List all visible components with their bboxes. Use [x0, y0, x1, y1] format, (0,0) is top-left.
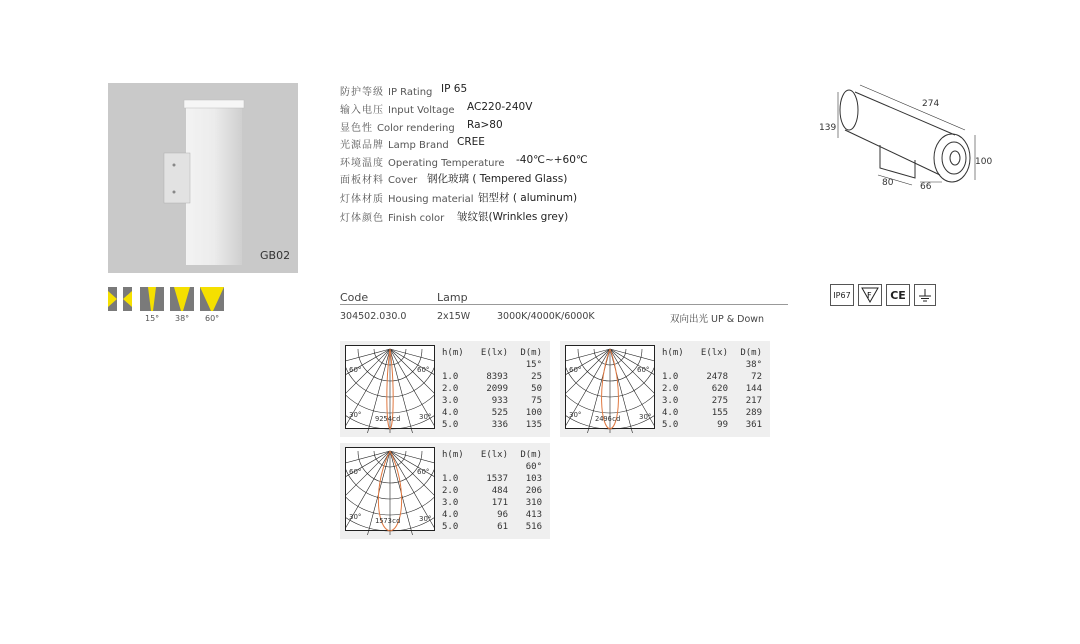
polar-label-30-right: 30° [639, 413, 652, 421]
polar-diagram-38 [565, 345, 655, 433]
spec-lamp-brand: 光源品牌 Lamp Brand CREE [340, 136, 485, 151]
table-row: 2.0 620 144 [662, 384, 762, 394]
product-photo [108, 83, 298, 273]
lamp-header: Lamp [437, 291, 468, 304]
polar-label-30-left: 30° [349, 513, 362, 521]
photometric-panel-38 [560, 341, 770, 437]
luminaire-image [108, 83, 298, 273]
table-row: 5.0 99 361 [662, 420, 762, 430]
beam-label-15: 15° [145, 314, 160, 323]
polar-label-60-left: 60° [349, 468, 362, 476]
table-row: 5.0 336 135 [442, 420, 542, 430]
ip67-icon: IP67 [830, 284, 854, 306]
table-row: 3.0 275 217 [662, 396, 762, 406]
table-row: 2.0 484 206 [442, 486, 542, 496]
polar-diagram-60 [345, 447, 435, 535]
table-row: 4.0 96 413 [442, 510, 542, 520]
photometric-table-60: h(m) E(lx) D(m) 60° 1.0 1537 103 2.0 484 206 3.0 171 310 4.0 96 413 5.0 61 516 [442, 450, 542, 532]
table-row: 3.0 171 310 [442, 498, 542, 508]
polar-label-30-right: 30° [419, 413, 432, 421]
polar-label-60-left: 60° [349, 366, 362, 374]
candela-label: 9254cd [375, 415, 401, 423]
table-row: 3.0 933 75 [442, 396, 542, 406]
cct-value: 3000K/4000K/6000K [497, 311, 595, 322]
polar-label-60-right: 60° [417, 468, 430, 476]
polar-label-30-right: 30° [419, 515, 432, 523]
updown-light-icon [108, 287, 132, 311]
direction-value: 双向出光 UP & Down [670, 314, 765, 325]
dimension-drawing [830, 80, 1000, 200]
table-row: 1.0 8393 25 [442, 372, 542, 382]
polar-label-30-left: 30° [569, 411, 582, 419]
candela-label: 2496cd [595, 415, 621, 423]
polar-label-30-left: 30° [349, 411, 362, 419]
polar-label-60-left: 60° [569, 366, 582, 374]
table-row: 2.0 2099 50 [442, 384, 542, 394]
table-row: 4.0 155 289 [662, 408, 762, 418]
polar-label-60-right: 60° [637, 366, 650, 374]
code-header: Code [340, 291, 369, 304]
table-row: 1.0 2478 72 [662, 372, 762, 382]
ce-mark-icon: CE [886, 284, 910, 306]
code-value: 304502.030.0 [340, 311, 407, 322]
model-label: GB02 [260, 249, 291, 262]
beam-angle-label: 60° [525, 462, 542, 472]
ground-icon [914, 284, 936, 306]
polar-diagram-15 [345, 345, 435, 433]
beam-label-60: 60° [205, 314, 220, 323]
photometric-table-15: h(m) E(lx) D(m) 15° 1.0 8393 25 2.0 2099 50 3.0 933 75 4.0 525 100 5.0 336 135 [442, 348, 542, 430]
table-row: 1.0 1537 103 [442, 474, 542, 484]
spec-operating-temperature: 环境温度 Operating Temperature -40℃~+60℃ [340, 154, 588, 169]
dim-diameter: 100 [975, 157, 993, 167]
beam-38-icon [170, 287, 194, 311]
photometric-panel-60 [340, 443, 550, 539]
f-mark-label: F [867, 291, 872, 300]
spec-input-voltage: 输入电压 Input Voltage AC220-240V [340, 101, 533, 116]
f-mark-icon [858, 284, 882, 306]
dim-length: 274 [922, 99, 940, 109]
table-divider [340, 304, 788, 305]
polar-label-60-right: 60° [417, 366, 430, 374]
table-row: 4.0 525 100 [442, 408, 542, 418]
beam-15-icon [140, 287, 164, 311]
photometric-table-38: h(m) E(lx) D(m) 38° 1.0 2478 72 2.0 620 144 3.0 275 217 4.0 155 289 5.0 99 361 [662, 348, 762, 430]
beam-60-icon [200, 287, 224, 311]
beam-angle-label: 15° [525, 360, 542, 370]
table-row: 5.0 61 516 [442, 522, 542, 532]
lamp-value: 2x15W [437, 311, 471, 322]
spec-ip-rating: 防护等级 IP Rating IP 65 [340, 83, 468, 98]
candela-label: 1573cd [375, 517, 401, 525]
spec-finish-color: 灯体颜色 Finish color 皱纹银(Wrinkles grey) [340, 211, 569, 224]
photometric-panel-15 [340, 341, 550, 437]
beam-label-38: 38° [175, 314, 190, 323]
dim-height: 139 [819, 123, 837, 133]
spec-color-rendering: 显色性 Color rendering Ra>80 [340, 119, 503, 134]
dim-base-width: 80 [882, 178, 894, 188]
beam-angle-label: 38° [745, 360, 762, 370]
spec-cover: 面板材料 Cover 钢化玻璃 ( Tempered Glass) [340, 173, 568, 186]
dim-base-depth: 66 [920, 182, 932, 192]
spec-housing-material: 灯体材质 Housing material 铝型材 ( aluminum) [340, 192, 578, 205]
